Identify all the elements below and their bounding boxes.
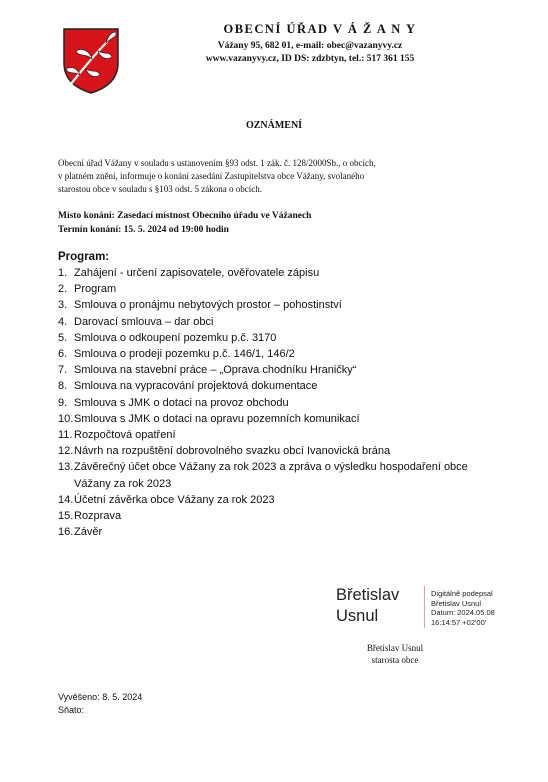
program-item (58, 362, 498, 378)
program-item (58, 411, 498, 427)
item-number: 1. (58, 267, 68, 279)
item-number: 8. (58, 380, 68, 393)
program-item (58, 378, 498, 394)
item-number: 4. (58, 315, 68, 328)
posted-date: Vyvěšeno: 8. 5. 2024 (58, 692, 143, 702)
meeting-date: Termín konání: 15. 5. 2024 od 19:00 hodin (58, 225, 229, 235)
item-number: 5. (58, 331, 68, 344)
signature-last-name: Usnul (336, 607, 379, 625)
item-text: Smlouva na vypracování projektová dokumentace (74, 380, 318, 393)
item-number: 3. (58, 299, 68, 312)
office-title: OBECNÍ ÚŘAD V Á Ž A N Y (223, 22, 417, 36)
program-item (58, 492, 498, 508)
program-item (58, 297, 498, 313)
item-text: Rozpočtová opatření (74, 429, 176, 442)
program-item (58, 281, 498, 297)
program-item (58, 330, 498, 346)
item-text: Smlouva s JMK o dotaci na opravu pozemních komunikací (74, 412, 360, 425)
item-text: Rozprava (74, 510, 122, 523)
office-address: Vážany 95, 682 01, e-mail: obec@vazanyvy.cz (217, 41, 403, 51)
item-number: 15. (58, 510, 74, 523)
item-text: Smlouva o pronájmu nebytových prostor – pohostinství (74, 299, 342, 312)
program-item (58, 346, 498, 362)
program-item (58, 314, 498, 330)
item-number: 9. (58, 396, 68, 409)
announcement-intro (58, 157, 478, 195)
program-item (58, 508, 498, 524)
item-text: Smlouva s JMK o dotaci na provoz obchodu (74, 396, 289, 409)
signer-role: starosta obce (371, 655, 419, 665)
item-text: Smlouva o prodeji pozemku p.č. 146/1, 146/2 (74, 348, 295, 361)
meeting-venue: Místo konání: Zasedací místnost Obecního úřadu ve Vážanech (58, 211, 312, 221)
digital-signature-name (336, 585, 399, 627)
item-number: 11. (58, 429, 73, 442)
posting-info (58, 691, 142, 716)
program-item (58, 524, 498, 540)
signature-first-name: Břetislav (336, 586, 400, 604)
signature-detail: 16:14:57 +02'00' (431, 617, 487, 627)
item-text: Zahájení - určení zapisovatele, ověřovatele zápisu (74, 267, 320, 279)
program-title: Program: (58, 251, 110, 263)
item-text: Návrh na rozpuštění dobrovolného svazku obcí Ivanovická brána (74, 445, 391, 458)
signature-detail: Digitálně podepsal (431, 589, 493, 598)
program-item (58, 395, 498, 411)
item-number: 6. (58, 348, 68, 361)
signature-detail: Břetislav Usnul (431, 598, 482, 608)
digital-signature-details (431, 589, 495, 627)
signature-detail: Datum: 2024.05.08 (431, 608, 495, 617)
item-text: Závěrečný účet obce Vážany za rok 2023 a zpráva o výsledku hospodaření obce Vážany za rok 2023 (74, 461, 468, 490)
removed-date: Sňato: (58, 704, 85, 715)
item-number: 10. (58, 412, 74, 425)
signer-block (320, 642, 470, 666)
signer-name: Břetislav Usnul (366, 643, 424, 653)
item-number: 2. (58, 283, 68, 296)
item-text: Program (74, 283, 117, 296)
item-text: Darovací smlouva – dar obci (74, 315, 214, 328)
coat-of-arms-icon (62, 27, 120, 95)
program-item (58, 459, 498, 491)
program-item (58, 443, 498, 459)
item-text: Závěr (74, 526, 103, 539)
program-item (58, 265, 498, 281)
item-number: 13. (58, 461, 74, 474)
intro-line: Obecní úřad Vážany v souladu s ustanovením §93 odst. 1 zák. č. 128/2000Sb., o obcích, (58, 158, 376, 168)
item-text: Smlouva na stavební práce – „Oprava chodníku Hraničky“ (74, 364, 357, 377)
item-text: Účetní závěrka obce Vážany za rok 2023 (74, 493, 275, 506)
item-number: 16. (58, 526, 74, 539)
intro-line: starostou obce v souladu s §103 odst. 5 zákona o obcích. (58, 183, 262, 194)
announcement-heading: OZNÁMENÍ (245, 120, 303, 131)
item-number: 12. (58, 445, 74, 458)
item-number: 14. (58, 493, 74, 506)
program-item (58, 427, 498, 443)
intro-line: v platném znění, informuje o konání zasedání Zastupitelstva obce Vážany, svolaného (58, 170, 365, 181)
item-number: 7. (58, 364, 68, 377)
program-list (58, 265, 498, 540)
item-text: Smlouva o odkoupení pozemku p.č. 3170 (74, 331, 277, 344)
office-contacts: www.vazanyvy.cz, ID DS: zdzbtyn, tel.: 517 361 155 (205, 54, 415, 64)
